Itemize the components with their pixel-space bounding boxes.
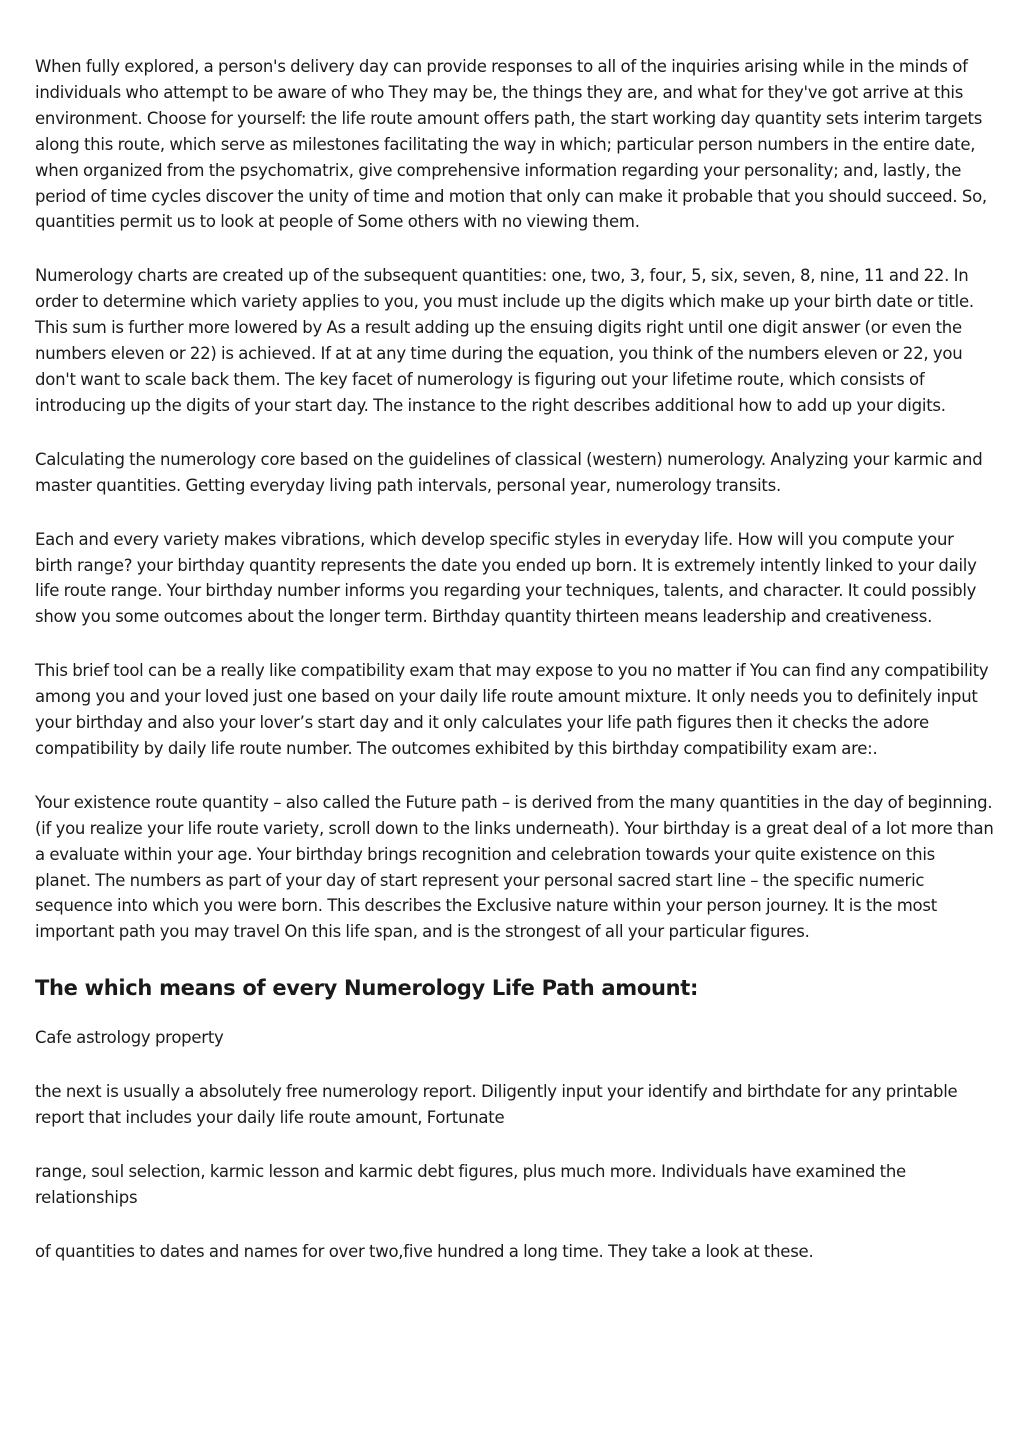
paragraph-soul-selection: range, soul selection, karmic lesson and karmic debt figures, plus much more. Individuals have examined the relationships	[35, 1162, 906, 1207]
section-heading: The which means of every Numerology Life Path amount:	[35, 976, 699, 1001]
paragraph-numerology-charts: Numerology charts are created up of the subsequent quantities: one, two, 3, four, 5, six, seven, 8, nine, 11 and 22. In order to determine which variety applies to you, you must include up the digits which make up your birth date or title. This sum is further more lowered by As a result adding up the ensuing digits right until one digit answer (or even the numbers eleven or 22) is achieved. If at at any time during the equation, you think of the numbers eleven or 22, you don't want to scale back them. The key facet of numerology is figuring out your lifetime route, which consists of introducing up the digits of your start day. The instance to the right describes additional how to add up your digits.	[35, 266, 974, 415]
paragraph-birthday-number: Each and every variety makes vibrations, which develop specific styles in everyday life. How will you compute your birth range? your birthday quantity represents the date you ended up born. It is extremely intently linked to your daily life route range. Your birthday number informs you regarding your techniques, talents, and character. It could possibly show you some outcomes about the longer term. Birthday quantity thirteen means leadership and creativeness.	[35, 529, 977, 627]
paragraph-numerology-core: Calculating the numerology core based on the guidelines of classical (western) numerology. Analyzing your karmic and master quantities. Getting everyday living path intervals, personal year, numerology transits.	[35, 449, 983, 495]
paragraph-compatibility-tool: This brief tool can be a really like compatibility exam that may expose to you no matter if You can find any compatibility among you and your loved just one based on your daily life route amount mixture. It only needs you to definitely input your birthday and also your lover’s start day and it only calculates your life path figures then it checks the adore compatibility by daily life route number. The outcomes exhibited by this birthday compatibility exam are:.	[35, 661, 989, 758]
paragraph-free-report: the next is usually a absolutely free numerology report. Diligently input your identify and birthdate for any printable report that includes your daily life route amount, Fortunate	[35, 1082, 958, 1128]
document-page	[35, 54, 995, 1293]
paragraph-quantities-history: of quantities to dates and names for over two,five hundred a long time. They take a look at these.	[35, 1241, 814, 1261]
paragraph-life-route: Your existence route quantity – also called the Future path – is derived from the many quantities in the day of beginning. (if you realize your life route variety, scroll down to the links underneath). Your birthday is a great deal of a lot more than a evaluate within your age. Your birthday brings recognition and celebration towards your quite existence on this planet. The numbers as part of your day of start represent your personal sacred start line – the specific numeric sequence into which you were born. This describes the Exclusive nature within your person journey. It is the most important path you may travel On this life span, and is the strongest of all your particular figures.	[35, 792, 994, 942]
paragraph-delivery-day: When fully explored, a person's delivery day can provide responses to all of the inquiries arising while in the minds of individuals who attempt to be aware of who They may be, the things they are, and what for they've got arrive at this environment. Choose for yourself: the life route amount offers path, the start working day quantity sets interim targets along this route, which serve as milestones facilitating the way in which; particular person numbers in the entire date, when organized from the psychomatrix, give comprehensive information regarding your personality; and, lastly, the period of time cycles discover the unity of time and motion that only can make it probable that you should succeed. So, quantities permit us to look at people of Some others with no viewing them.	[35, 57, 987, 232]
paragraph-cafe-astrology: Cafe astrology property	[35, 1028, 224, 1048]
